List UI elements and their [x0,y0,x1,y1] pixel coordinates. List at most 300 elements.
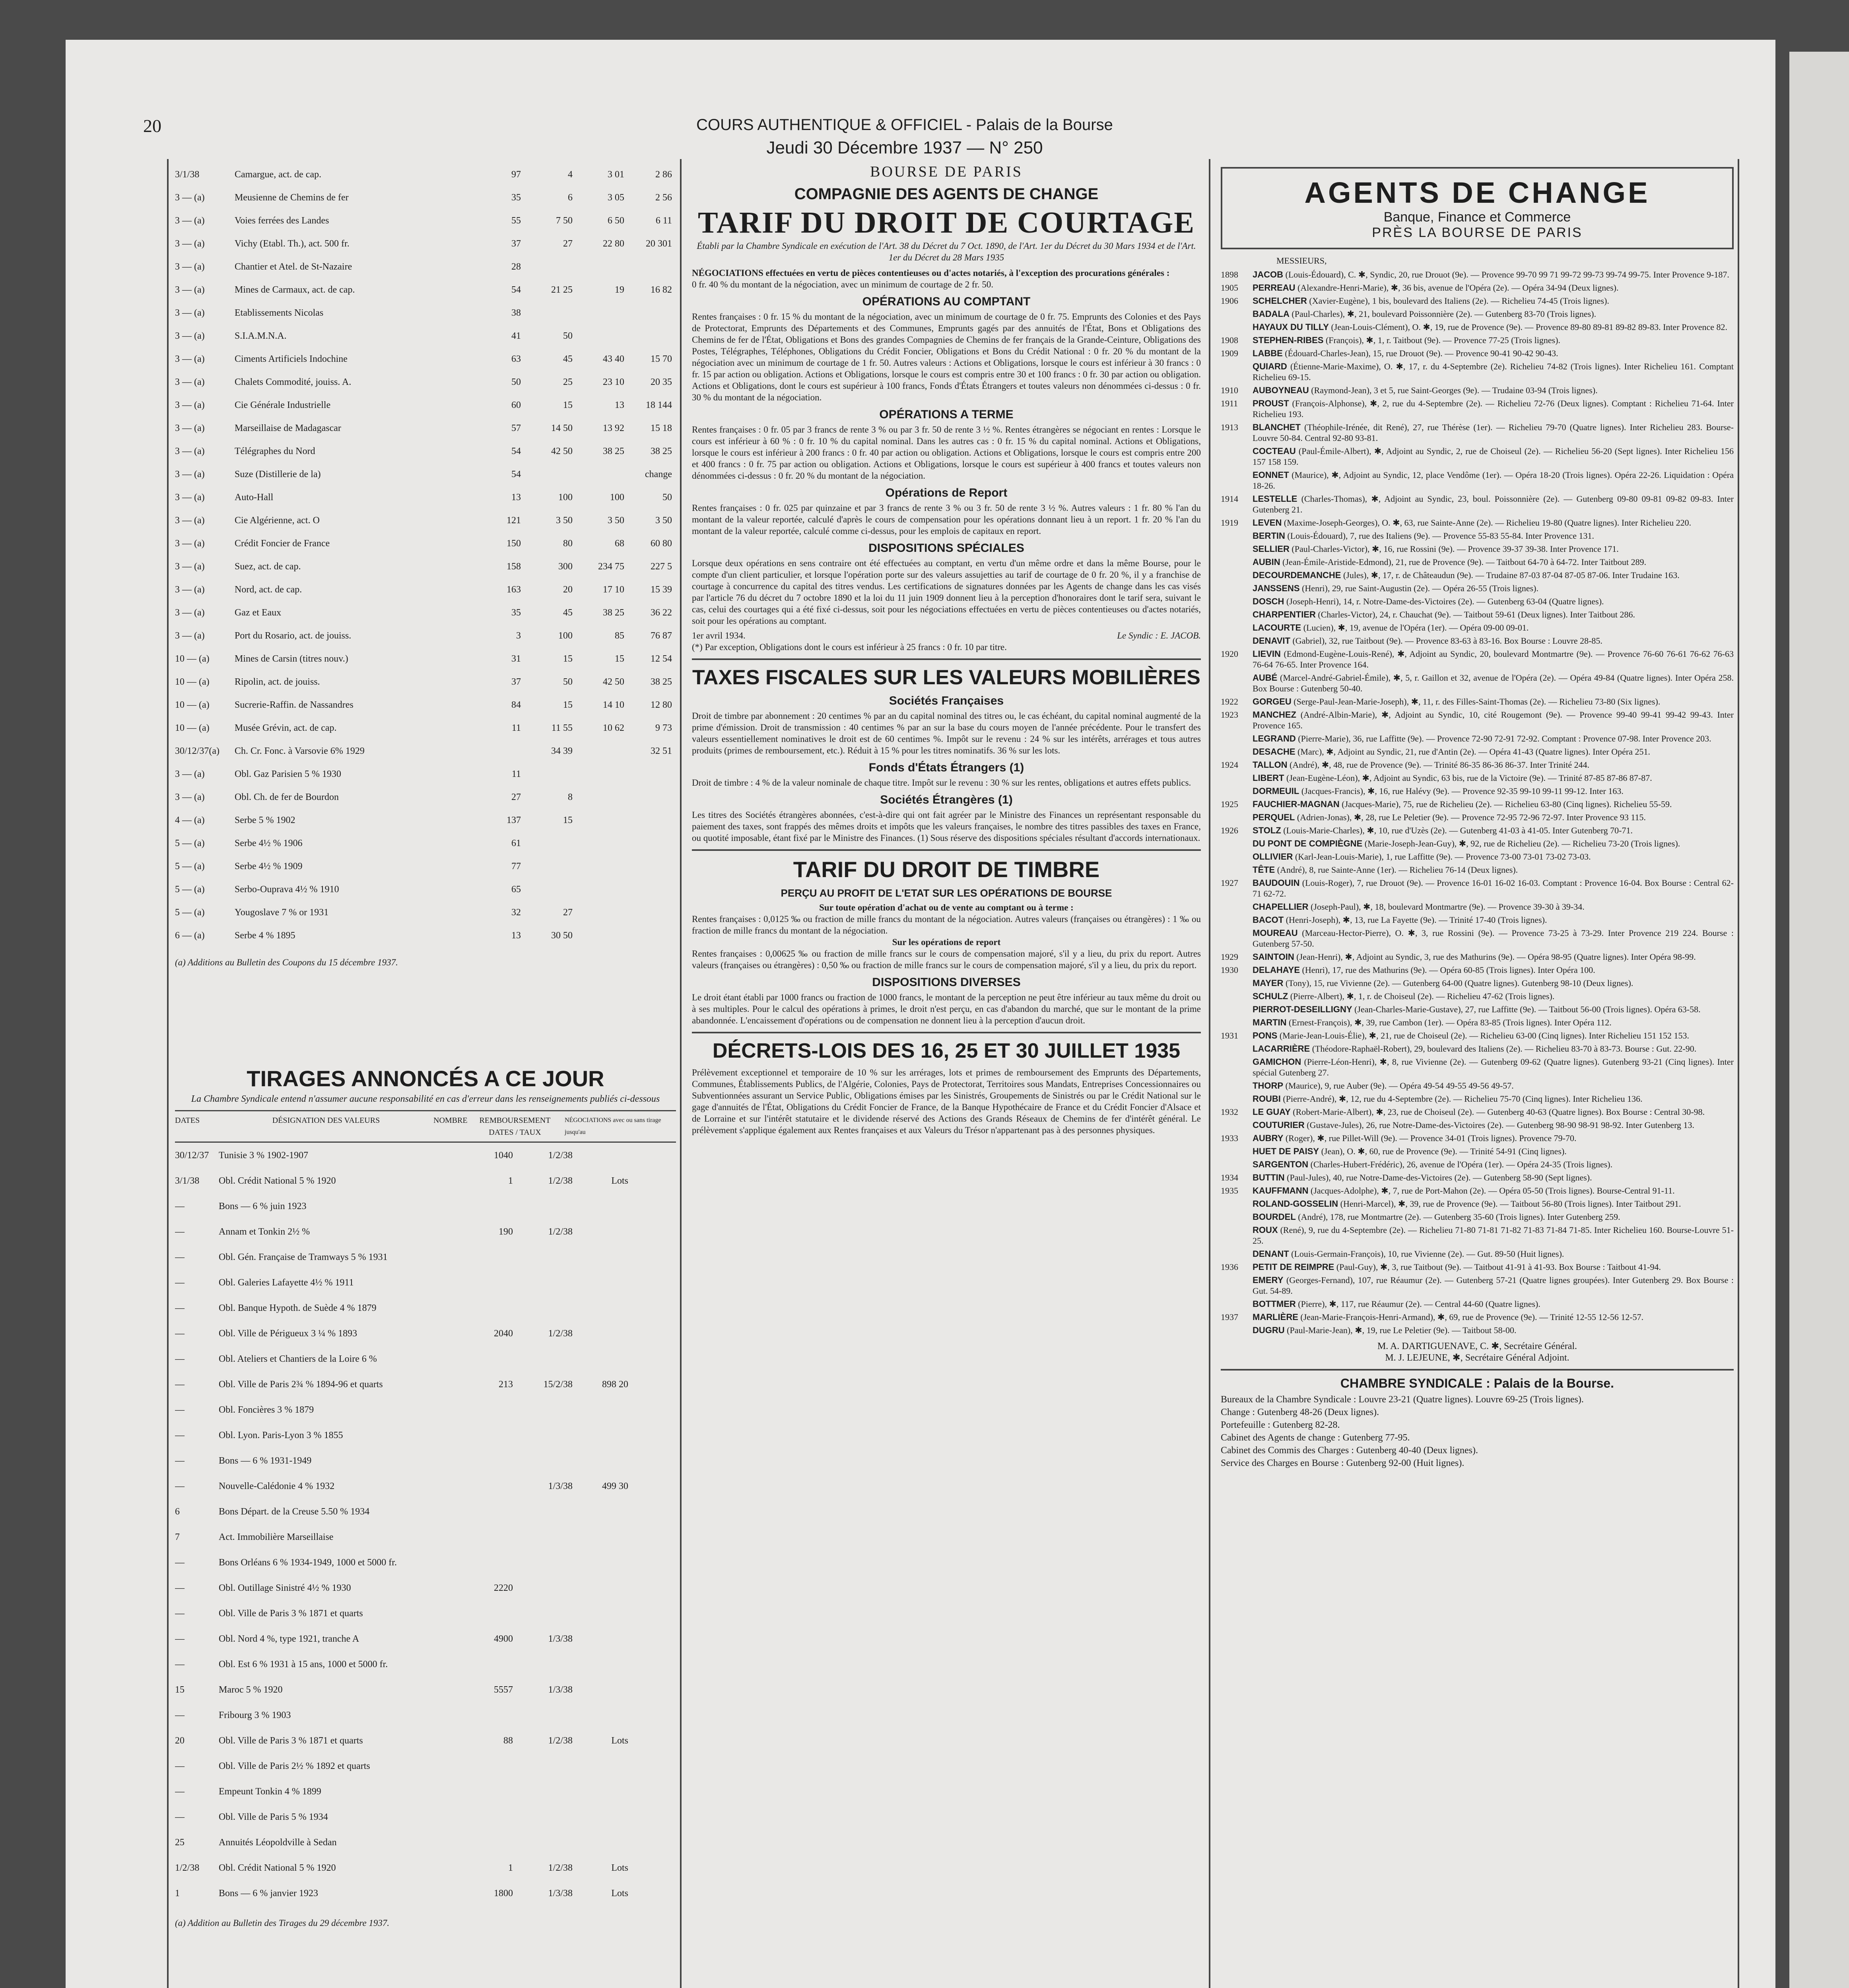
table-row [175,509,676,532]
tirage-name: Obl. Ville de Paris 3 % 1871 et quarts [219,1736,363,1746]
coupon-v4: 60 80 [651,538,672,549]
table-row [175,763,676,786]
table-row [175,1830,676,1855]
tirage-rb-date [513,1830,573,1855]
agent-detail: (Jean-Émile-Aristide-Edmond), 21, rue de Provence (9e). — Taitbout 64-70 à 64-72. Inter Taitbout 289. [1282,557,1647,567]
coupon-name: Crédit Foncier de France [235,538,330,549]
agent-detail: (Paul-Jules), 40, rue Notre-Dame-des-Victoires (2e). — Gutenberg 58-90 (Sept lignes). [1287,1173,1592,1182]
agent-detail: (Pierre-Marie), 36, rue Laffitte (9e). — Provence 72-90 72-91 72-92. Comptant : Provence 07-98. Inter Provence 203. [1298,734,1711,744]
coupon-v3: 38 25 [603,446,624,456]
agent-detail: (Paul-Marie-Jean), ✱, 19, rue Le Peletier (9e). — Taitbout 58-00. [1287,1325,1517,1335]
timbre-report-head: Sur les opérations de report [892,937,1001,947]
table-row [175,1550,676,1575]
list-item [1221,269,1734,280]
coupon-v4: 15 18 [651,423,672,433]
coupon-v1: 28 [511,262,521,272]
coupon-name: Chantier et Atel. de St-Nazaire [235,262,352,272]
coupon-v3: 14 10 [603,700,624,710]
agent-entry [1253,1030,1689,1041]
coupon-v1: 84 [511,700,521,710]
coupon-v2: 15 [563,815,573,825]
agent-name: DUGRU [1253,1325,1285,1335]
coupon-v2: 50 [563,677,573,687]
tirage-rb-taux [573,1524,628,1550]
agent-name: MAYER [1253,978,1284,988]
tirage-name: Obl. Banque Hypoth. de Suède 4 % 1879 [219,1303,377,1313]
agent-entry [1253,799,1672,810]
agent-detail: (Pierre-Léon-Henri), ✱, 8, rue Vivienne (2e). — Gutenberg 09-62 (Quatre lignes). Gutenberg 93-21 (Cinq lignes). Inter spécial Gutenberg 27. [1253,1057,1734,1077]
coupon-v1: 50 [511,377,521,387]
coupon-v1: 11 [511,723,521,733]
tirage-nombre [473,1270,513,1295]
coupon-date: 6 — (a) [175,930,205,941]
list-item [1221,1080,1734,1091]
agent-detail: (Charles-Victor), 24, r. Chauchat (9e). — Taitbout 59-61 (Deux lignes). Inter Taitbout 286. [1318,610,1635,619]
agent-entry [1253,1080,1514,1091]
coupon-v2: 45 [563,608,573,618]
agent-name: PIERROT-DESEILLIGNY [1253,1004,1352,1014]
timbre-div-text: Le droit étant établi par 1000 francs ou fraction de 1000 francs, le montant de la perception ne peut être inférieur au taux même du droit ou à ses multiples. Pour le calcul des opérations à primes, le droit n'est perçu, en cas d'abandon du marché, que sur le montant de la prime abandonnée. L'encaissement d'opérations ou de compensation ne donnent lieu à la perception d'aucun droit. [692,992,1201,1025]
agent-year [1221,309,1253,319]
table-row [175,578,676,601]
coupon-v4 [624,324,672,348]
agent-year [1221,1093,1253,1104]
coupon-date: 3 — (a) [175,354,205,364]
agent-detail: (Tony), 15, rue Vivienne (2e). — Gutenberg 64-00 (Quatre lignes). Gutenberg 98-10 (Deux lignes). [1285,978,1633,988]
coupon-v1: 13 [511,492,521,503]
coupon-v1: 65 [511,884,521,895]
table-row [175,716,676,740]
coupon-date: 3 — (a) [175,239,205,249]
coupon-v1: 41 [511,331,521,341]
agent-entry [1253,965,1595,975]
agent-year [1221,838,1253,849]
coupon-v2: 34 39 [551,746,573,756]
list-item [1221,1185,1734,1196]
tirage-rb-date: 1/2/38 [548,1328,573,1339]
tirage-date: 3/1/38 [175,1176,200,1186]
agent-entry [1253,978,1633,988]
taxes-etats-head: Fonds d'États Étrangers (1) [868,761,1024,774]
agent-entry [1253,914,1547,925]
tirage-rb-date [513,1779,573,1804]
list-item [1221,1262,1734,1272]
agent-detail: (Marcel-André-Gabriel-Émile), ✱, 5, r. Gaillon et 32, avenue de l'Opéra (2e). — Opéra 49-84 (Quatre lignes). Inter Opéra 258. Box Bourse : Gutenberg 50-40. [1253,673,1734,693]
agent-name: LIBERT [1253,773,1284,783]
agent-detail: (Jacques-Marie), 75, rue de Richelieu (2e). — Richelieu 63-80 (Cinq lignes). Richelieu 55-59. [1342,799,1672,809]
list-item [1221,851,1734,862]
coupon-date: 3 — (a) [175,584,205,595]
coupon-v4: 15 70 [651,354,672,364]
taxes-etr-text: Les titres des Sociétés étrangères abonnées, c'est-à-dire qui ont fait agréer par le Ministre des Finances un représentant responsable du paiement des taxes, sont frappés des mêmes droits et impôts que les valeurs françaises, le nombre des titres passibles des taxes en France, ou quotité imposable, étant fixé par le Ministre des Finances. (1) Sous réserve des dispositions spéciales résultant d'accords internationaux. [692,810,1201,843]
list-item [1221,672,1734,694]
list-item [1221,914,1734,925]
tirage-nombre [473,1703,513,1728]
tirage-rb-date: 1/3/38 [548,1634,573,1644]
tarif-title: TARIF DU DROIT DE COURTAGE [698,206,1195,239]
agent-entry [1253,864,1518,875]
agent-entry [1253,991,1554,1002]
tirages-header-row [175,1110,676,1143]
list-item [1221,1299,1734,1309]
agent-detail: (Paul-Charles), ✱, 21, boulevard Poissonnière (2e). — Gutenberg 83-70 (Trois lignes). [1292,309,1597,319]
list-item [1221,901,1734,912]
coupon-v2: 7 50 [556,215,573,226]
tirage-date: 6 [175,1507,180,1517]
agent-detail: (Marc), ✱, Adjoint au Syndic, 21, rue d'Antin (2e). — Opéra 41-43 (Quatre lignes). Inter Opéra 251. [1297,747,1650,757]
coupon-name: Serbo-Ouprava 4½ % 1910 [235,884,339,895]
tirages-subtitle: La Chambre Syndicale entend n'assumer aucune responsabilité en cas d'erreur dans les renseignements publiés ci-dessous [191,1094,660,1104]
tirage-date: — [175,1557,185,1568]
tirage-rb-taux [573,1321,628,1346]
coupon-v3 [573,301,624,324]
agent-entry [1253,812,1646,823]
coupon-v2: 27 [563,239,573,249]
speciales-text: Lorsque deux opérations en sens contraire ont été effectuées au comptant, en vertu d'un même ordre et dans la même Bourse, pour le compte d'un client particulier, et lorsque l'opération porte sur des valeurs assujetties au tarif de courtage de 0 fr. 20 %, il y a franchise de courtage à concurrence du capital des titres vendus. Les certifications de signatures données par les Agents de change dans les cas visés par l'article 76 du décret du 7 octobre 1890 et la loi du 11 juin 1909 donnent lieu à la perception d'honoraires dont le tarif sera, suivant le cas, celui des courtages qui a été fixé ci-dessus, soit pour les négociations effectuées en vertu de pièces contentieuses ou d'actes notariés, soit pour les opérations au comptant. [692,558,1201,626]
coupon-v1: 137 [507,815,521,825]
tirage-name: Obl. Crédit National 5 % 1920 [219,1863,336,1873]
tarif-date: 1er avril 1934. [692,631,746,641]
tirage-rb-taux [573,1652,628,1677]
agent-detail: (Raymond-Jean), 3 et 5, rue Saint-Georges (9e). — Trudaine 03-94 (Trois lignes). [1311,385,1598,395]
coupon-v3: 68 [615,538,624,549]
coupon-v3: 23 10 [603,377,624,387]
agent-year [1221,991,1253,1002]
tirage-nombre [473,1244,513,1270]
tirage-rb-date: 1/3/38 [548,1888,573,1899]
agent-name: LE GUAY [1253,1107,1291,1117]
coupon-v3: 10 62 [603,723,624,733]
coupon-name: Ciments Artificiels Indochine [235,354,348,364]
agent-entry [1253,1120,1694,1130]
agent-entry [1253,928,1734,949]
agent-name: DENANT [1253,1249,1289,1259]
list-item [1221,1312,1734,1322]
chambre-line: Change : Gutenberg 48-26 (Deux lignes). [1221,1407,1379,1417]
terme-text: Rentes françaises : 0 fr. 05 par 3 francs de rente 3 % ou par 3 fr. 50 de rente 3 ½ %. Rentes étrangères se négociant en rentes : Lorsque le cours est inférieur à 60 % : 0 fr. 10 % du capital nominal. Dans les autres cas : 0 fr. 15 % du capital nominal. Actions et Obligations, lorsque le cours est inférieur à 200 francs : 0 fr. 40 par action ou obligation. Actions et Obligations, lorsque le cours est compris entre 200 et 400 francs : 0 fr. 75 par action ou obligation. Actions et Obligations, lorsque le cours est supérieur à 400 francs et toutes valeurs non dénommées ci-dessus : 0 fr. 20 % du montant de la négociation. [692,425,1201,481]
agent-entry [1253,335,1560,346]
agent-detail: (Maxime-Joseph-Georges), O. ✱, 63, rue Sainte-Anne (2e). — Richelieu 19-80 (Quatre lignes). Inter Richelieu 220. [1284,518,1692,528]
tirage-rb-taux [573,1219,628,1244]
agent-name: PERREAU [1253,283,1295,293]
table-row [175,1524,676,1550]
agent-year [1221,901,1253,912]
coupon-name: Voies ferrées des Landes [235,215,329,226]
coupon-v4: 12 54 [651,654,672,664]
agent-detail: (Jean-Henri), ✱, Adjoint au Syndic, 3, rue des Mathurins (9e). — Opéra 98-95 (Quatre lignes). Inter Opéra 98-99. [1296,952,1696,962]
facing-page-edge [1789,52,1849,1988]
coupon-v1: 163 [507,584,521,595]
agent-name: BADALA [1253,309,1290,319]
agents-list [1221,269,1734,1336]
coupon-v1: 27 [511,792,521,802]
list-item [1221,1146,1734,1157]
agent-year [1221,1043,1253,1054]
agent-year [1221,609,1253,620]
coupon-v1: 150 [507,538,521,549]
agent-name: BERTIN [1253,531,1285,541]
agent-name: HUET DE PAISY [1253,1146,1319,1156]
agent-detail: (Ernest-François), ✱, 39, rue Cambon (1er). — Opéra 83-85 (Trois lignes). Inter Opéra 112. [1289,1017,1612,1027]
list-item [1221,609,1734,620]
coupon-v4 [624,301,672,324]
list-item [1221,282,1734,293]
agent-name: TÊTE [1253,865,1275,875]
list-item [1221,825,1734,836]
tirage-nombre: 2220 [494,1583,513,1593]
timbre-subtitle: PERÇU AU PROFIT DE L'ETAT SUR LES OPÉRATIONS DE BOURSE [781,887,1112,899]
list-item [1221,322,1734,332]
agent-year [1221,1080,1253,1091]
agent-name: AUBRY [1253,1133,1284,1143]
agent-detail: (Henri-Joseph), ✱, 13, rue La Fayette (9e). — Trinité 17-40 (Trois lignes). [1286,915,1547,925]
coupon-v4 [624,809,672,832]
coupon-v1: 97 [511,169,521,180]
list-item [1221,991,1734,1002]
tirage-date: — [175,1634,185,1644]
agent-year [1221,851,1253,862]
list-item [1221,1120,1734,1130]
coupon-name: Etablissements Nicolas [235,308,324,318]
agent-entry [1253,583,1538,594]
agent-entry [1253,1146,1567,1157]
table-row [175,255,676,278]
timbre-title: TARIF DU DROIT DE TIMBRE [793,857,1100,882]
coupon-v4: 227 5 [651,561,672,572]
tirage-rb-date [513,1652,573,1677]
agent-year [1221,596,1253,607]
coupon-v4 [624,763,672,786]
taxes-title: TAXES FISCALES SUR LES VALEURS MOBILIÈRES [692,666,1200,689]
agent-detail: (Karl-Jean-Louis-Marie), 1, rue Laffitte (9e). — Provence 73-00 73-01 73-02 73-03. [1295,852,1591,862]
table-row [175,878,676,901]
tirage-nombre: 88 [503,1736,513,1746]
agent-name: ROLAND-GOSSELIN [1253,1199,1338,1209]
tirage-rb-taux [573,1830,628,1855]
table-row [175,1143,676,1168]
coupon-name: Ch. Cr. Fonc. à Varsovie 6% 1929 [235,746,365,756]
list-item [1221,799,1734,810]
table-row [175,1244,676,1270]
agent-name: LEGRAND [1253,734,1296,744]
table-row [175,670,676,693]
agent-year [1221,1198,1253,1209]
list-item [1221,1043,1734,1054]
coupon-v4: change [645,469,672,480]
agent-year [1221,1225,1253,1246]
tirage-rb-taux [573,1779,628,1804]
tirage-nombre [473,1346,513,1372]
agent-entry [1253,385,1598,396]
agent-name: MANCHEZ [1253,710,1296,720]
coupon-v3: 13 92 [603,423,624,433]
agent-year: 1934 [1221,1173,1238,1182]
agent-year: 1931 [1221,1031,1238,1041]
tirage-rb-taux: Lots [611,1863,628,1873]
agent-year [1221,1159,1253,1170]
tirage-name: Act. Immobilière Marseillaise [219,1532,334,1542]
coupon-v2: 15 [563,700,573,710]
table-row [175,1728,676,1753]
divider [692,849,1201,851]
coupon-v4: 3 50 [655,515,672,526]
agent-detail: (Louis-Germain-François), 10, rue Vivienne (2e). — Gut. 89-50 (Huit lignes). [1291,1249,1564,1259]
tarif-signature-row [692,630,1201,641]
agent-detail: (Jean), O. ✱, 60, rue de Provence (9e). — Trinité 54-91 (Cinq lignes). [1321,1146,1567,1156]
coupon-date: 10 — (a) [175,700,210,710]
table-row [175,786,676,809]
coupon-v1: 54 [511,469,521,480]
coupon-v1: 60 [511,400,521,410]
agent-detail: (Gabriel), 32, rue Taitbout (9e). — Provence 83-63 à 83-16. Box Bourse : Louvre 28-85. [1292,636,1602,646]
table-row [175,1448,676,1474]
agent-year [1221,1056,1253,1078]
tirage-rb-date [513,1423,573,1448]
agent-detail: (Pierre), ✱, 117, rue Réaumur (2e). — Central 44-60 (Quatre lignes). [1298,1299,1540,1309]
list-item [1221,746,1734,757]
coupon-v4: 36 22 [651,608,672,618]
table-row [175,209,676,232]
tirage-nombre [473,1779,513,1804]
coupon-v1: 35 [511,608,521,618]
tirage-date: — [175,1277,185,1288]
agent-year [1221,557,1253,567]
coupon-v2: 4 [568,169,573,180]
agent-detail: (Roger), ✱, rue Pillet-Will (9e). — Provence 34-01 (Trois lignes). Provence 79-70. [1285,1133,1577,1143]
tirages-title: TIRAGES ANNONCÉS A CE JOUR [247,1066,604,1091]
agent-detail: (Maurice), ✱, Adjoint au Syndic, 12, place Vendôme (1er). — Opéra 18-20 (Trois lignes). Opéra 22-26. Liquidation : Opéra 18-26. [1253,470,1734,491]
coupon-name: S.I.A.M.N.A. [235,331,287,341]
coupon-date: 3 — (a) [175,769,205,779]
table-row [175,1499,676,1524]
coupon-v4: 2 86 [655,169,672,180]
comptant-text: Rentes françaises : 0 fr. 15 % du montant de la négociation, avec un minimum de courtage de 0 fr. 75. Emprunts des Colonies et des Pays de Protectorat, Emprunts des Départements et des Communes, Emprunts gagés par des annuités de l'État, Bons et Obligations des Chemins de fer de l'État, Obligations et Bons des grandes Compagnies de Chemins de fer français de la Grande-Ceinture, Obligations des Postes, Télégraphes, Téléphones, Obligations du Crédit Foncier, Obligations et Bons du Crédit National : 0 fr. 20 % du montant de la négociation avec un minimum de courtage de 1 fr. 50. Autres valeurs : Actions et Obligations, lorsque le cours est inférieur à 30 francs : 0 fr. 15 par action ou obligation. Actions et Obligations, lorsque le cours est compris entre 30 et 100 francs : 0 fr. 30 par action ou obligation. Actions et Obligations, dont le cours est supérieur à 100 francs, Fonds d'États Étrangers et toutes valeurs non dénommées ci-dessus : 0 fr. 30 % du montant de la négociation. [692,312,1201,402]
list-item [1221,1198,1734,1209]
agent-year: 1937 [1221,1312,1238,1322]
table-row [175,463,676,486]
table-row [175,1372,676,1397]
agent-year [1221,635,1253,646]
agent-detail: (Pierre-Albert), ✱, 1, r. de Choiseul (2e). — Richelieu 47-62 (Trois lignes). [1290,991,1555,1001]
table-row [175,693,676,716]
coupon-v3: 15 [615,654,624,664]
agent-name: THORP [1253,1081,1283,1091]
list-item [1221,622,1734,633]
agent-entry [1253,1275,1734,1296]
frame-rule [1209,159,1210,1988]
tirage-rb-date [513,1270,573,1295]
tirage-rb-taux [573,1346,628,1372]
coupon-v2: 21 25 [551,285,573,295]
agent-name: AUBIN [1253,557,1280,567]
tirage-nombre [473,1601,513,1626]
list-item [1221,928,1734,949]
agent-entry [1253,709,1734,731]
agent-entry [1253,733,1711,744]
agent-entry [1253,493,1734,515]
agent-year [1221,672,1253,694]
agent-name: FAUCHIER-MAGNAN [1253,799,1340,809]
tirage-rb-taux [573,1194,628,1219]
masthead [596,113,1213,159]
agent-detail: (Étienne-Marie-Maxime), O. ✱, 17, r. du 4-Septembre (2e). Richelieu 74-82 (Trois lignes). Inter Richelieu 161. Comptant Richelieu 69-15. [1253,361,1734,382]
table-row [175,440,676,463]
agent-entry [1253,1299,1540,1309]
list-item [1221,648,1734,670]
speciales-head: DISPOSITIONS SPÉCIALES [868,542,1024,555]
coupon-v2 [521,463,573,486]
table-row [175,624,676,647]
tirage-date: 20 [175,1736,185,1746]
tirage-name: Obl. Gén. Française de Tramways 5 % 1931 [219,1252,388,1262]
agent-name: ROUX [1253,1225,1278,1235]
coupon-name: Chalets Commodité, jouiss. A. [235,377,352,387]
list-item [1221,1275,1734,1296]
coupon-name: Serbe 4½ % 1906 [235,838,303,848]
coupon-name: Mines de Carsin (titres nouv.) [235,654,348,664]
frame-rule [680,159,682,1988]
coupon-date: 10 — (a) [175,723,210,733]
agent-name: PONS [1253,1031,1278,1041]
agent-year: 1914 [1221,494,1238,504]
agent-entry [1253,361,1734,382]
table-row [175,1575,676,1601]
coupon-v4: 20 35 [651,377,672,387]
agent-name: COCTEAU [1253,446,1296,456]
coupon-date: 5 — (a) [175,861,205,872]
chambre-line: Service des Charges en Bourse : Gutenberg 92-00 (Huit lignes). [1221,1458,1464,1468]
agent-name: PETIT DE REIMPRE [1253,1262,1334,1272]
agent-entry [1253,596,1604,607]
list-item [1221,786,1734,796]
tirage-name: Obl. Est 6 % 1931 à 15 ans, 1000 et 5000 fr. [219,1659,388,1670]
tirage-rb-date [513,1499,573,1524]
agent-detail: (Alexandre-Henri-Marie), ✱, 36 bis, avenue de l'Opéra (2e). — Opéra 34-94 (Deux lignes). [1297,283,1619,293]
coupon-date: 30/12/37(a) [175,746,219,756]
agent-name: LABBE [1253,348,1283,358]
coupon-v2: 3 50 [556,515,573,526]
agent-year: 1905 [1221,283,1238,293]
agent-name: LEVEN [1253,518,1282,528]
tirage-rb-taux: Lots [611,1736,628,1746]
tirage-date: 25 [175,1837,185,1848]
table-row [175,1295,676,1321]
tirage-rb-date: 1/3/38 [548,1685,573,1695]
tirage-rb-taux [573,1575,628,1601]
coupon-date: 3 — (a) [175,308,205,318]
list-item [1221,709,1734,731]
agent-detail: (Edmond-Eugène-Louis-René), ✱, Adjoint au Syndic, 20, boulevard Montmartre (9e). — Provence 76-60 76-61 76-62 76-63 76-64 76-65. Inter Provence 164. [1253,649,1734,670]
agent-year: 1911 [1221,398,1238,408]
coupon-name: Serbe 5 % 1902 [235,815,295,825]
frame-rule [1738,159,1739,1988]
tirage-date: — [175,1710,185,1720]
agent-name: GAMICHON [1253,1057,1301,1067]
list-item [1221,335,1734,346]
table-row [175,532,676,555]
agent-detail: (Joseph-Henri), 14, r. Notre-Dame-des-Victoires (2e). — Gutenberg 63-04 (Quatre lignes). [1286,596,1604,606]
coupon-date: 3 — (a) [175,631,205,641]
tarif-note: (*) Par exception, Obligations dont le cours est inférieur à 25 francs : 0 fr. 10 par titre. [692,642,1007,652]
tirage-name: Fribourg 3 % 1903 [219,1710,291,1720]
agent-name: BACOT [1253,915,1284,925]
coupon-v1: 77 [511,861,521,872]
agent-year [1221,1004,1253,1015]
coupon-v3 [573,324,624,348]
list-item [1221,1093,1734,1104]
tirage-nombre: 1040 [494,1150,513,1161]
tirage-date: — [175,1201,185,1211]
